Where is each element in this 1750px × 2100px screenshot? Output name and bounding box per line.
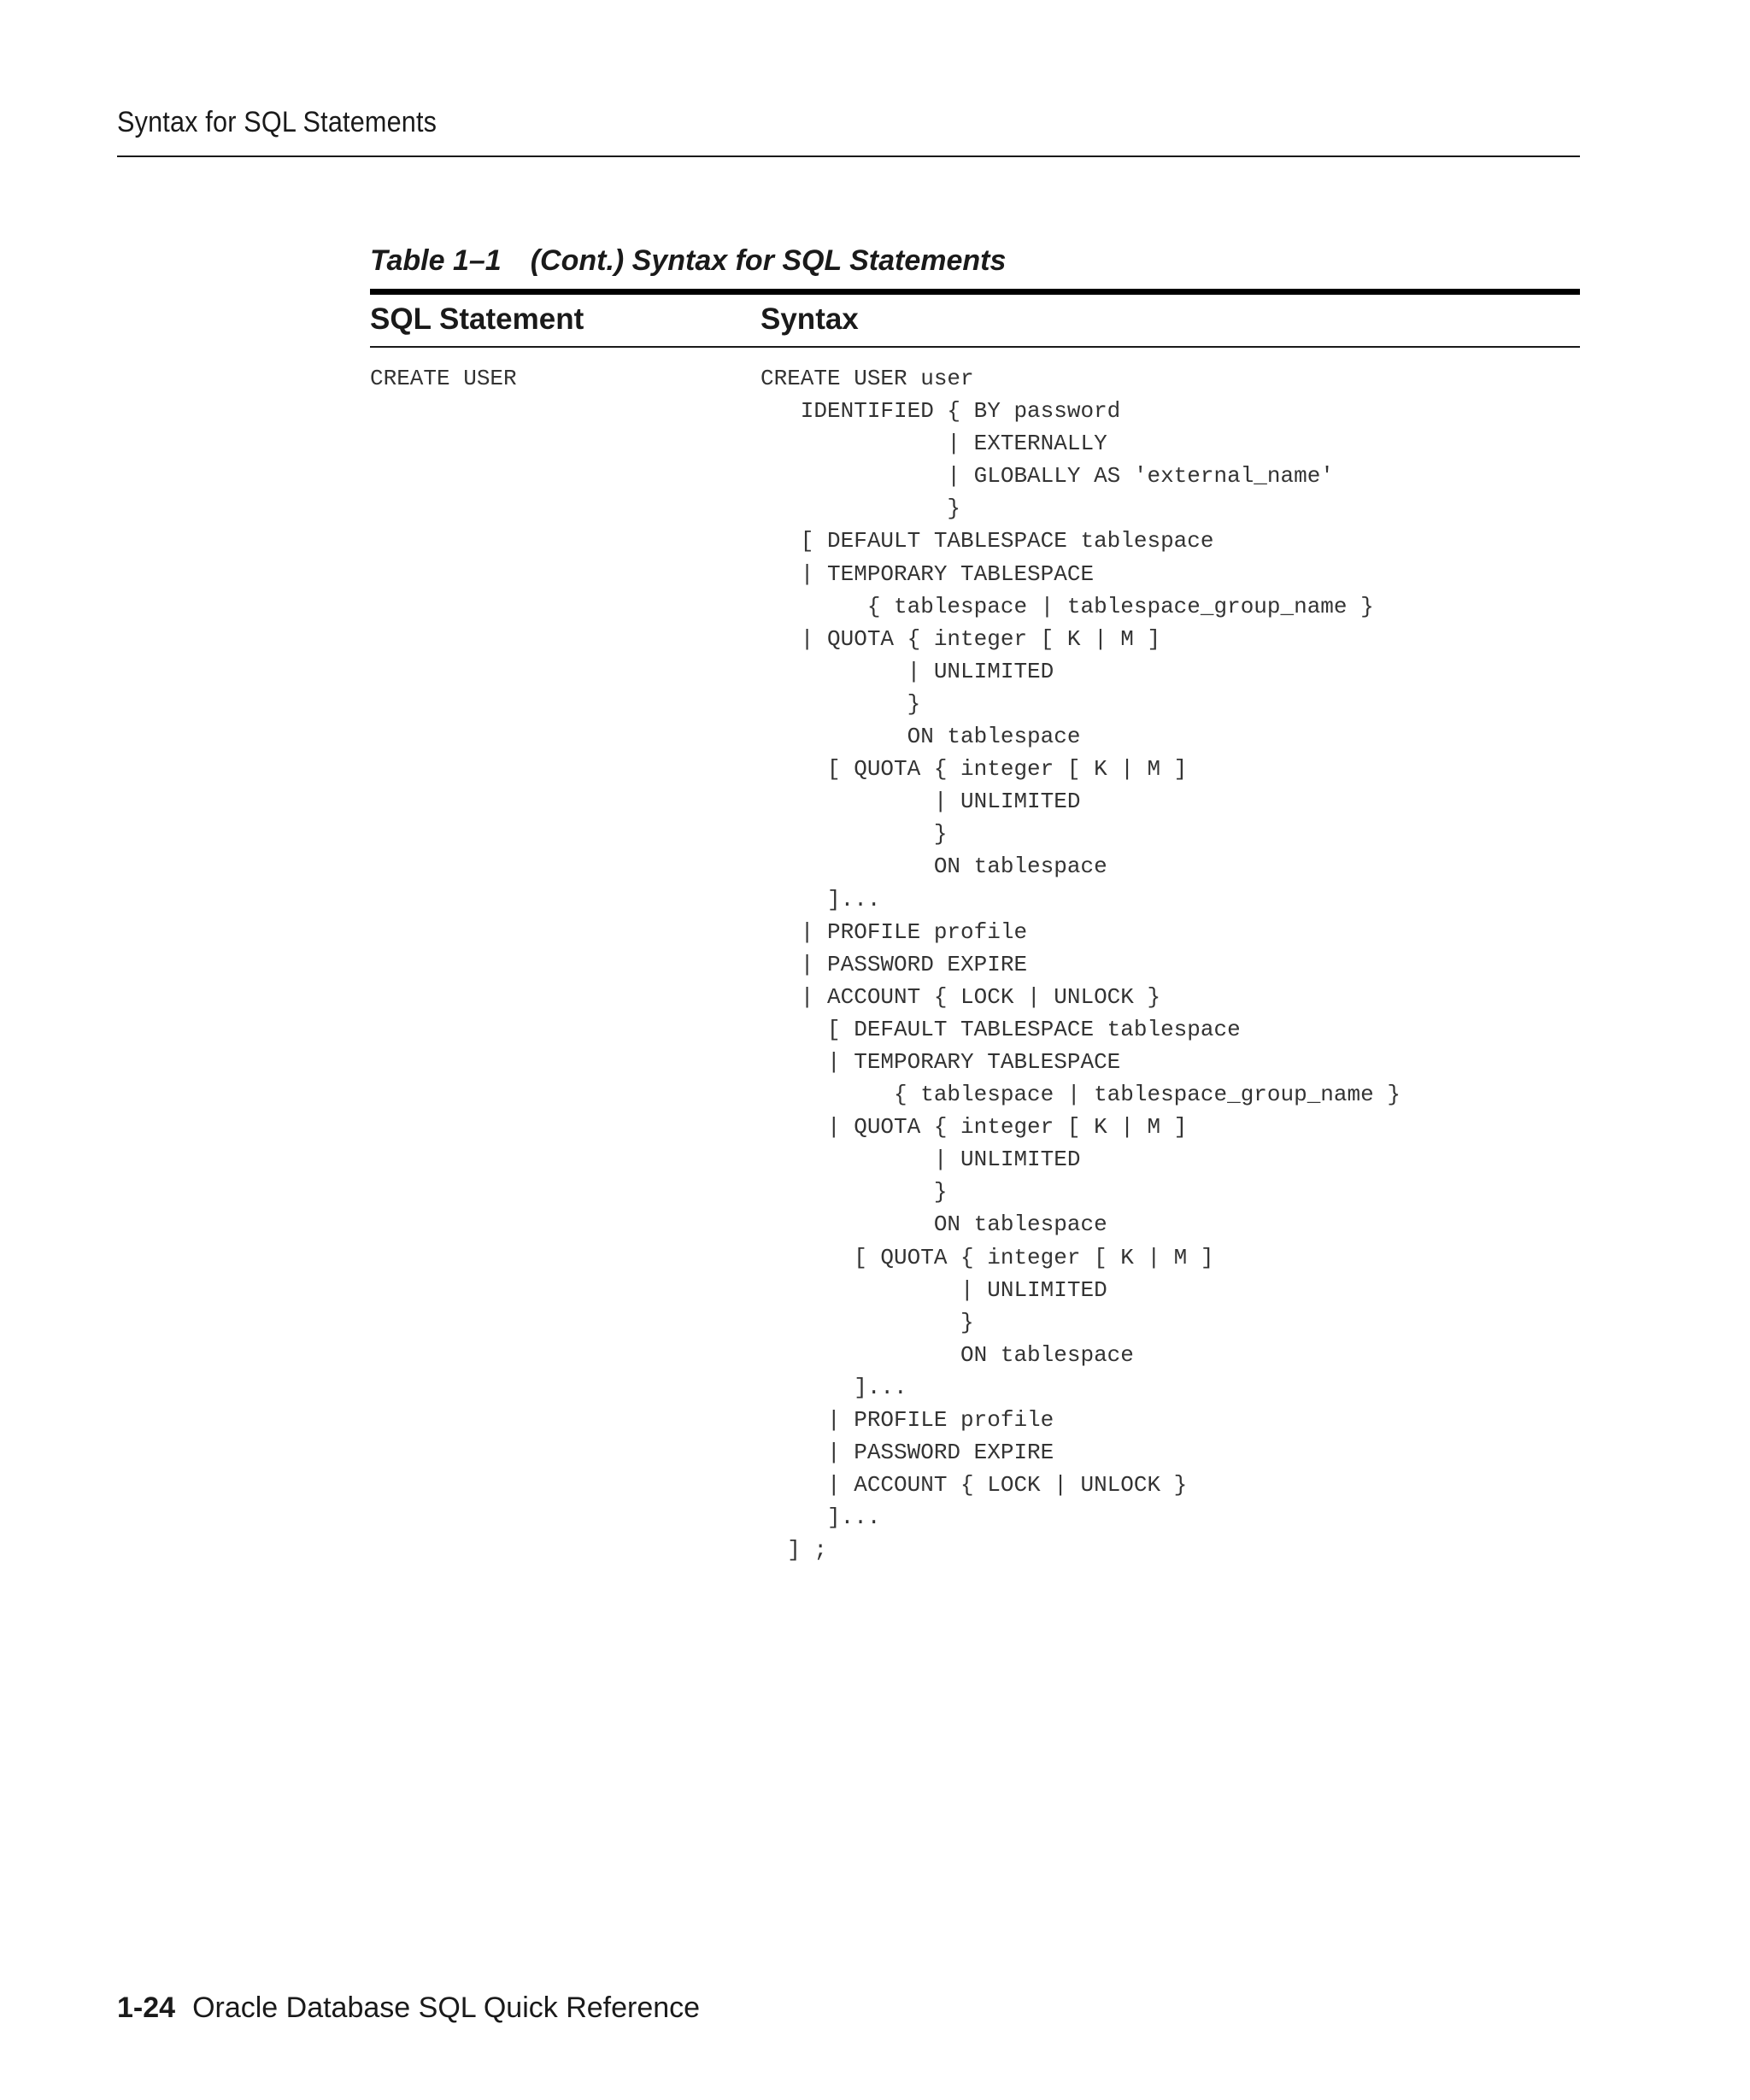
sql-statement-name: CREATE USER	[370, 366, 517, 391]
syntax-line: ON tablespace	[760, 724, 1081, 750]
table-top-rule	[370, 289, 1580, 295]
syntax-code-block	[760, 362, 1401, 1566]
syntax-line: ]...	[760, 886, 881, 912]
column-header-sql-statement: SQL Statement	[370, 302, 584, 336]
syntax-line: | PASSWORD EXPIRE	[760, 1440, 1054, 1466]
syntax-line: | TEMPORARY TABLESPACE	[760, 560, 1095, 587]
syntax-line: ON tablespace	[760, 853, 1107, 880]
syntax-line: }	[760, 496, 961, 522]
syntax-line: IDENTIFIED { BY password	[760, 398, 1121, 425]
syntax-line: | UNLIMITED	[760, 789, 1081, 815]
book-title: Oracle Database SQL Quick Reference	[192, 1991, 701, 2024]
table-caption-text: (Cont.) Syntax for SQL Statements	[530, 244, 1007, 277]
page-footer	[117, 1991, 700, 2025]
table-caption	[370, 244, 1006, 278]
syntax-line: | UNLIMITED	[760, 1147, 1081, 1173]
syntax-line: | UNLIMITED	[760, 658, 1054, 684]
running-head-title: Syntax for SQL Statements	[117, 106, 438, 138]
syntax-line: ON tablespace	[760, 1211, 1107, 1238]
syntax-line: [ QUOTA { integer [ K | M ]	[760, 1244, 1214, 1270]
syntax-line: [ DEFAULT TABLESPACE tablespace	[760, 1016, 1241, 1042]
syntax-line: | EXTERNALLY	[760, 431, 1107, 457]
syntax-line: | ACCOUNT { LOCK | UNLOCK }	[760, 1472, 1188, 1499]
header-rule	[117, 155, 1580, 157]
syntax-line: }	[760, 690, 921, 717]
syntax-line: | PROFILE profile	[760, 1407, 1054, 1433]
syntax-line: | ACCOUNT { LOCK | UNLOCK }	[760, 983, 1161, 1010]
syntax-line: { tablespace | tablespace_group_name }	[760, 593, 1374, 619]
syntax-line: | GLOBALLY AS 'external_name'	[760, 463, 1334, 490]
syntax-line: | PASSWORD EXPIRE	[760, 951, 1028, 977]
column-header-syntax: Syntax	[760, 302, 859, 336]
syntax-line: ON tablespace	[760, 1341, 1134, 1368]
syntax-line: }	[760, 1179, 948, 1205]
syntax-line: [ QUOTA { integer [ K | M ]	[760, 756, 1188, 783]
page-number: 1-24	[117, 1991, 176, 2024]
syntax-line: CREATE USER user	[760, 366, 974, 391]
syntax-line: | QUOTA { integer [ K | M ]	[760, 625, 1161, 652]
syntax-line: }	[760, 1309, 974, 1335]
syntax-line: [ DEFAULT TABLESPACE tablespace	[760, 528, 1214, 554]
syntax-line: { tablespace | tablespace_group_name }	[760, 1082, 1401, 1108]
table-caption-number: Table 1–1	[370, 244, 502, 277]
syntax-line: ]...	[760, 1505, 881, 1531]
syntax-line: | TEMPORARY TABLESPACE	[760, 1048, 1121, 1075]
syntax-line: | UNLIMITED	[760, 1276, 1107, 1303]
syntax-line: }	[760, 821, 948, 848]
syntax-line: ]...	[760, 1374, 907, 1400]
table-header-rule	[370, 346, 1580, 348]
syntax-line: ] ;	[760, 1537, 828, 1563]
syntax-line: | PROFILE profile	[760, 918, 1028, 945]
syntax-line: | QUOTA { integer [ K | M ]	[760, 1114, 1188, 1141]
